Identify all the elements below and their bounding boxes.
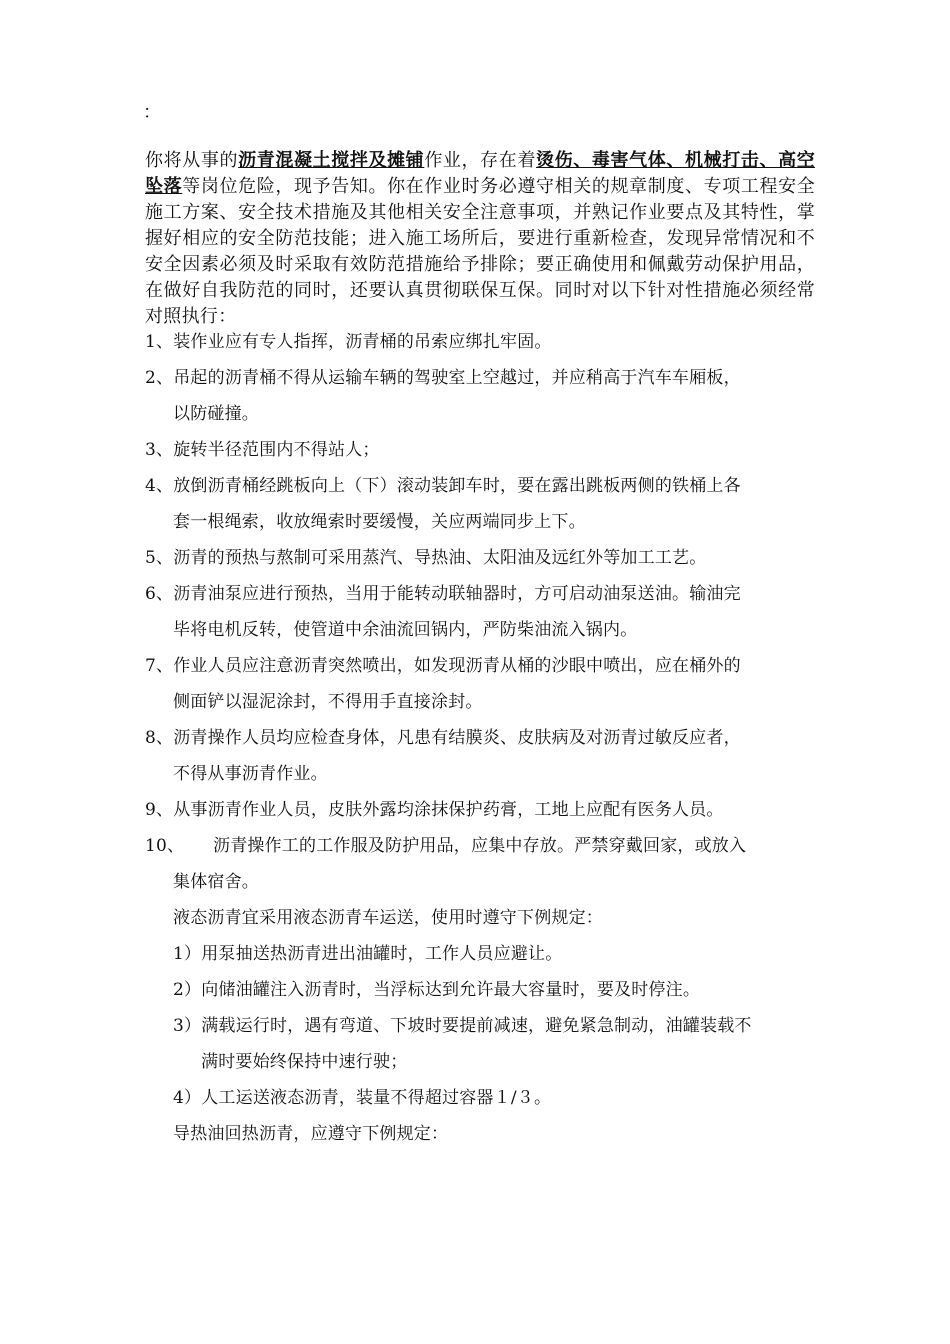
item-number: 6、 [145,584,174,604]
item-number: 3、 [145,440,174,460]
list-item [145,648,820,684]
job-title: 沥青混凝土搅拌及摊铺 [238,150,425,171]
list-item [145,324,820,360]
item-text: 作业人员应注意沥青突然喷出，如发现沥青从桶的沙眼中喷出，应在桶外的 [173,656,741,676]
list-item [145,972,820,1008]
item-continuation: 不得从事沥青作业。 [173,764,328,784]
list-item [145,468,820,504]
item-text: 从事沥青作业人员，皮肤外露均涂抹保护药膏，工地上应配有医务人员。 [173,800,724,820]
rule-text: 人工运送液态沥青，装量不得超过容器１/３。 [201,1088,552,1108]
item-number: 4、 [145,476,174,496]
item-text: 沥青油泵应进行预热，当用于能转动联轴器时，方可启动油泵送油。输油完 [173,584,741,604]
item-text: 放倒沥青桶经跳板向上（下）滚动装卸车时，要在露出跳板两侧的铁桶上各 [173,476,741,496]
header-colon: ： [143,102,161,123]
measures-list [145,324,820,1152]
list-item [145,360,820,396]
item-text: 沥青操作工的工作服及防护用品，应集中存放。严禁穿戴回家，或放入 [213,836,747,856]
rule-number: 1） [173,944,202,964]
item-text: 沥青的预热与熬制可采用蒸汽、导热油、太阳油及远红外等加工工艺。 [173,548,707,568]
list-item [145,1008,820,1044]
list-item [145,540,820,576]
item-number: 8、 [145,728,174,748]
item-number: 1、 [145,332,174,352]
hazard-list: 烫伤、毒害气体、机械打击、高空坠落 [145,150,816,197]
item-continuation: 套一根绳索，收放绳索时要缓慢，关应两端同步上下。 [173,512,586,532]
item-text: 吊起的沥青桶不得从运输车辆的驾驶室上空越过，并应稍高于汽车车厢板， [173,368,741,388]
liquid-heading: 液态沥青宜采用液态沥青车运送，使用时遵守下例规定： [173,908,603,928]
rule-number: 2） [173,980,202,1000]
list-item [145,576,820,612]
item-continuation: 毕将电机反转，使管道中余油流回锅内，严防柴油流入锅内。 [173,620,638,640]
item-number: 9、 [145,800,174,820]
rule-continuation: 满时要始终保持中速行驶； [201,1052,408,1072]
item-continuation: 侧面铲以湿泥涂封，不得用手直接涂封。 [173,692,483,712]
rule-text: 向储油罐注入沥青时，当浮标达到允许最大容量时，要及时停注。 [201,980,701,1000]
list-item [145,1080,820,1116]
rule-number: 3） [173,1016,202,1036]
list-item [145,828,820,864]
item-text: 沥青操作人员均应检查身体，凡患有结膜炎、皮肤病及对沥青过敏反应者， [173,728,741,748]
rule-number: 4） [173,1088,202,1108]
intro-paragraph [145,148,815,330]
item-number: 2、 [145,368,174,388]
intro-text-1: 你将从事的 [145,150,239,171]
list-item [145,720,820,756]
item-number: 7、 [145,656,174,676]
item-continuation: 集体宿舍。 [173,872,259,892]
item-continuation: 以防碰撞。 [173,404,259,424]
item-text: 旋转半径范围内不得站人； [173,440,380,460]
item-text: 装作业应有专人指挥，沥青桶的吊索应绑扎牢固。 [173,332,552,352]
list-item [145,432,820,468]
oil-heading: 导热油回热沥青，应遵守下例规定： [173,1124,449,1144]
rule-text: 满载运行时，遇有弯道、下坡时要提前减速，避免紧急制动，油罐装载不 [201,1016,752,1036]
intro-text-3: 等岗位危险，现予告知。你在作业时务必遵守相关的规章制度、专项工程安全施工方案、安全技术措施及其他相关安全注意事项，并熟记作业要点及其特性，掌握好相应的安全防范技能；进入施工场所后，要进行重新检查，发现异常情况和不安全因素必须及时采取有效防范措施给予排除；要正确使用和佩戴劳动保护用品，在做好自我防范的同时，还要认真贯彻联保互保。同时对以下针对性措施必须经常对照执行： [145,176,815,327]
rule-text: 用泵抽送热沥青进出油罐时，工作人员应避让。 [201,944,563,964]
list-item [145,792,820,828]
item-number: 5、 [145,548,174,568]
item-number: 10、 [145,836,185,856]
list-item [145,936,820,972]
intro-text-2: 作业，存在着 [424,150,537,171]
